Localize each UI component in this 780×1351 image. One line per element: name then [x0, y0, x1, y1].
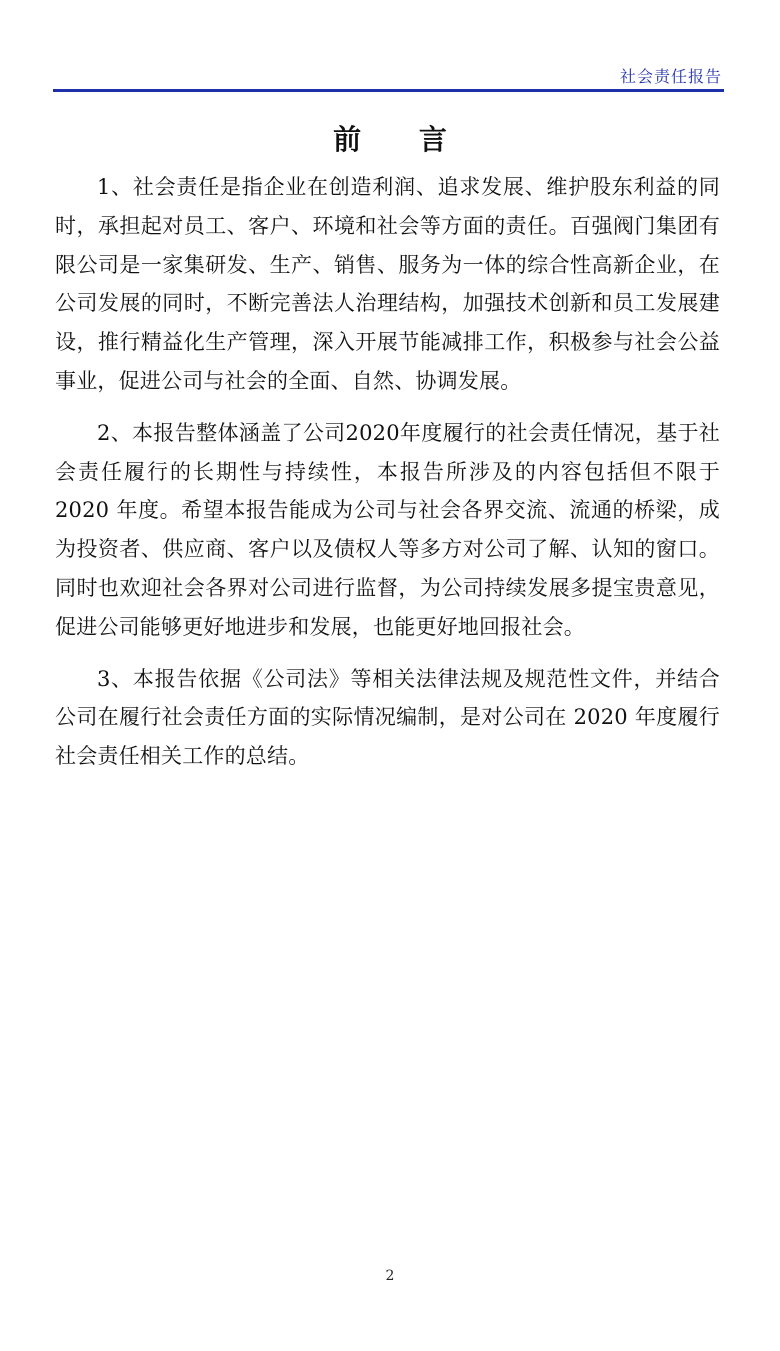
document-body — [55, 168, 720, 789]
paragraph-2: 2、本报告整体涵盖了公司2020年度履行的社会责任情况，基于社会责任履行的长期性与持续性，本报告所涉及的内容包括但不限于2020 年度。希望本报告能成为公司与社会各界交流、流通的桥梁，成为投资者、供应商、客户以及债权人等多方对公司了解、认知的窗口。同时也欢迎社会各界对公司进行监督，为公司持续发展多提宝贵意见，促进公司能够更好地进步和发展，也能更好地回报社会。 — [55, 420, 720, 639]
paragraph-1: 1、社会责任是指企业在创造利润、追求发展、维护股东利益的同时，承担起对员工、客户、环境和社会等方面的责任。百强阀门集团有限公司是一家集研发、生产、销售、服务为一体的综合性高新企业，在公司发展的同时，不断完善法人治理结构，加强技术创新和员工发展建设，推行精益化生产管理，深入开展节能减排工作，积极参与社会公益事业，促进公司与社会的全面、自然、协调发展。 — [55, 175, 720, 393]
page-number: 2 — [385, 1268, 395, 1284]
page-title: 前 言 — [333, 123, 471, 156]
header-divider — [53, 89, 724, 92]
running-header: 社会责任报告 — [619, 67, 722, 86]
paragraph-3: 3、本报告依据《公司法》等相关法律法规及规范性文件，并结合公司在履行社会责任方面的实际情况编制，是对公司在 2020 年度履行社会责任相关工作的总结。 — [55, 666, 720, 769]
